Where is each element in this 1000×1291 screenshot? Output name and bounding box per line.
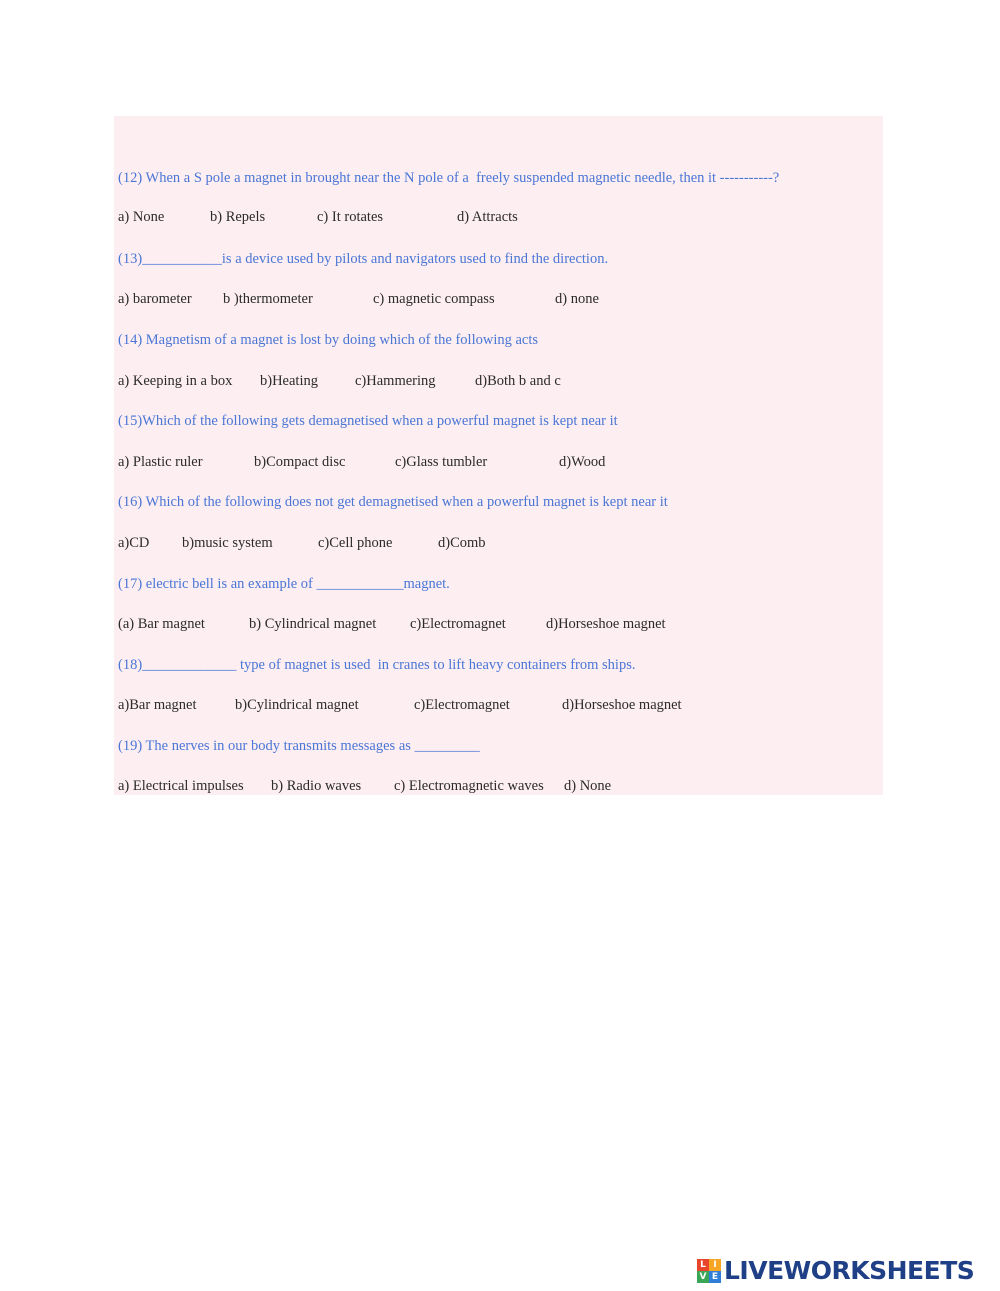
question-18: (18)_____________ type of magnet is used in cranes to lift heavy containers from ships. bbox=[118, 657, 636, 673]
option-a[interactable]: a) Keeping in a box bbox=[118, 373, 233, 389]
option-b[interactable]: b) Cylindrical magnet bbox=[249, 616, 377, 632]
option-b[interactable]: b )thermometer bbox=[223, 291, 313, 307]
logo-letter-l: L bbox=[697, 1259, 709, 1271]
option-d[interactable]: d)Comb bbox=[438, 535, 486, 551]
answer-options-19 bbox=[118, 777, 612, 867]
option-b[interactable]: b) Repels bbox=[210, 209, 266, 225]
option-a[interactable]: (a) Bar magnet bbox=[118, 616, 205, 632]
option-b[interactable]: b)Compact disc bbox=[254, 454, 346, 470]
option-c[interactable]: c) Electromagnetic waves bbox=[394, 778, 544, 794]
option-a[interactable]: a) barometer bbox=[118, 291, 192, 307]
option-c[interactable]: c)Electromagnet bbox=[414, 697, 510, 713]
logo-letter-e: E bbox=[709, 1271, 721, 1283]
option-d[interactable]: d)Wood bbox=[559, 454, 606, 470]
option-b[interactable]: b)Heating bbox=[260, 373, 318, 389]
option-c[interactable]: c)Cell phone bbox=[318, 535, 393, 551]
liveworksheets-brand[interactable] bbox=[697, 1256, 974, 1286]
option-a[interactable]: a)Bar magnet bbox=[118, 697, 197, 713]
option-c[interactable]: c)Electromagnet bbox=[410, 616, 506, 632]
logo-letter-i: I bbox=[709, 1259, 721, 1271]
option-c[interactable]: c)Hammering bbox=[355, 373, 436, 389]
option-d[interactable]: d)Horseshoe magnet bbox=[562, 697, 682, 713]
option-b[interactable]: b) Radio waves bbox=[271, 778, 362, 794]
question-13: (13)___________is a device used by pilots and navigators used to find the direction. bbox=[118, 251, 609, 267]
option-d[interactable]: d) Attracts bbox=[457, 209, 518, 225]
option-c[interactable]: c) It rotates bbox=[317, 209, 384, 225]
option-d[interactable]: d) None bbox=[564, 778, 612, 794]
question-15: (15)Which of the following gets demagnetised when a powerful magnet is kept near it bbox=[118, 413, 618, 429]
question-16: (16) Which of the following does not get demagnetised when a powerful magnet is kept near it bbox=[118, 494, 668, 510]
option-c[interactable]: c)Glass tumbler bbox=[395, 454, 488, 470]
option-b[interactable]: b)music system bbox=[182, 535, 273, 551]
question-14: (14) Magnetism of a magnet is lost by doing which of the following acts bbox=[118, 332, 539, 348]
question-19: (19) The nerves in our body transmits messages as _________ bbox=[118, 738, 480, 754]
option-a[interactable]: a) Electrical impulses bbox=[118, 778, 244, 794]
option-d[interactable]: d) none bbox=[555, 291, 599, 307]
question-17: (17) electric bell is an example of ____________magnet. bbox=[118, 576, 450, 592]
liveworksheets-logo-icon bbox=[697, 1259, 721, 1283]
brand-name: LIVEWORKSHEETS bbox=[724, 1256, 975, 1285]
option-d[interactable]: d)Horseshoe magnet bbox=[546, 616, 666, 632]
option-a[interactable]: a) Plastic ruler bbox=[118, 454, 203, 470]
option-a[interactable]: a)CD bbox=[118, 535, 150, 551]
option-b[interactable]: b)Cylindrical magnet bbox=[235, 697, 359, 713]
option-a[interactable]: a) None bbox=[118, 209, 165, 225]
logo-letter-v: V bbox=[697, 1271, 709, 1283]
question-12: (12) When a S pole a magnet in brought near the N pole of a freely suspended magnetic needle, then it -----------? bbox=[118, 170, 780, 186]
option-c[interactable]: c) magnetic compass bbox=[373, 291, 495, 307]
option-d[interactable]: d)Both b and c bbox=[475, 373, 561, 389]
